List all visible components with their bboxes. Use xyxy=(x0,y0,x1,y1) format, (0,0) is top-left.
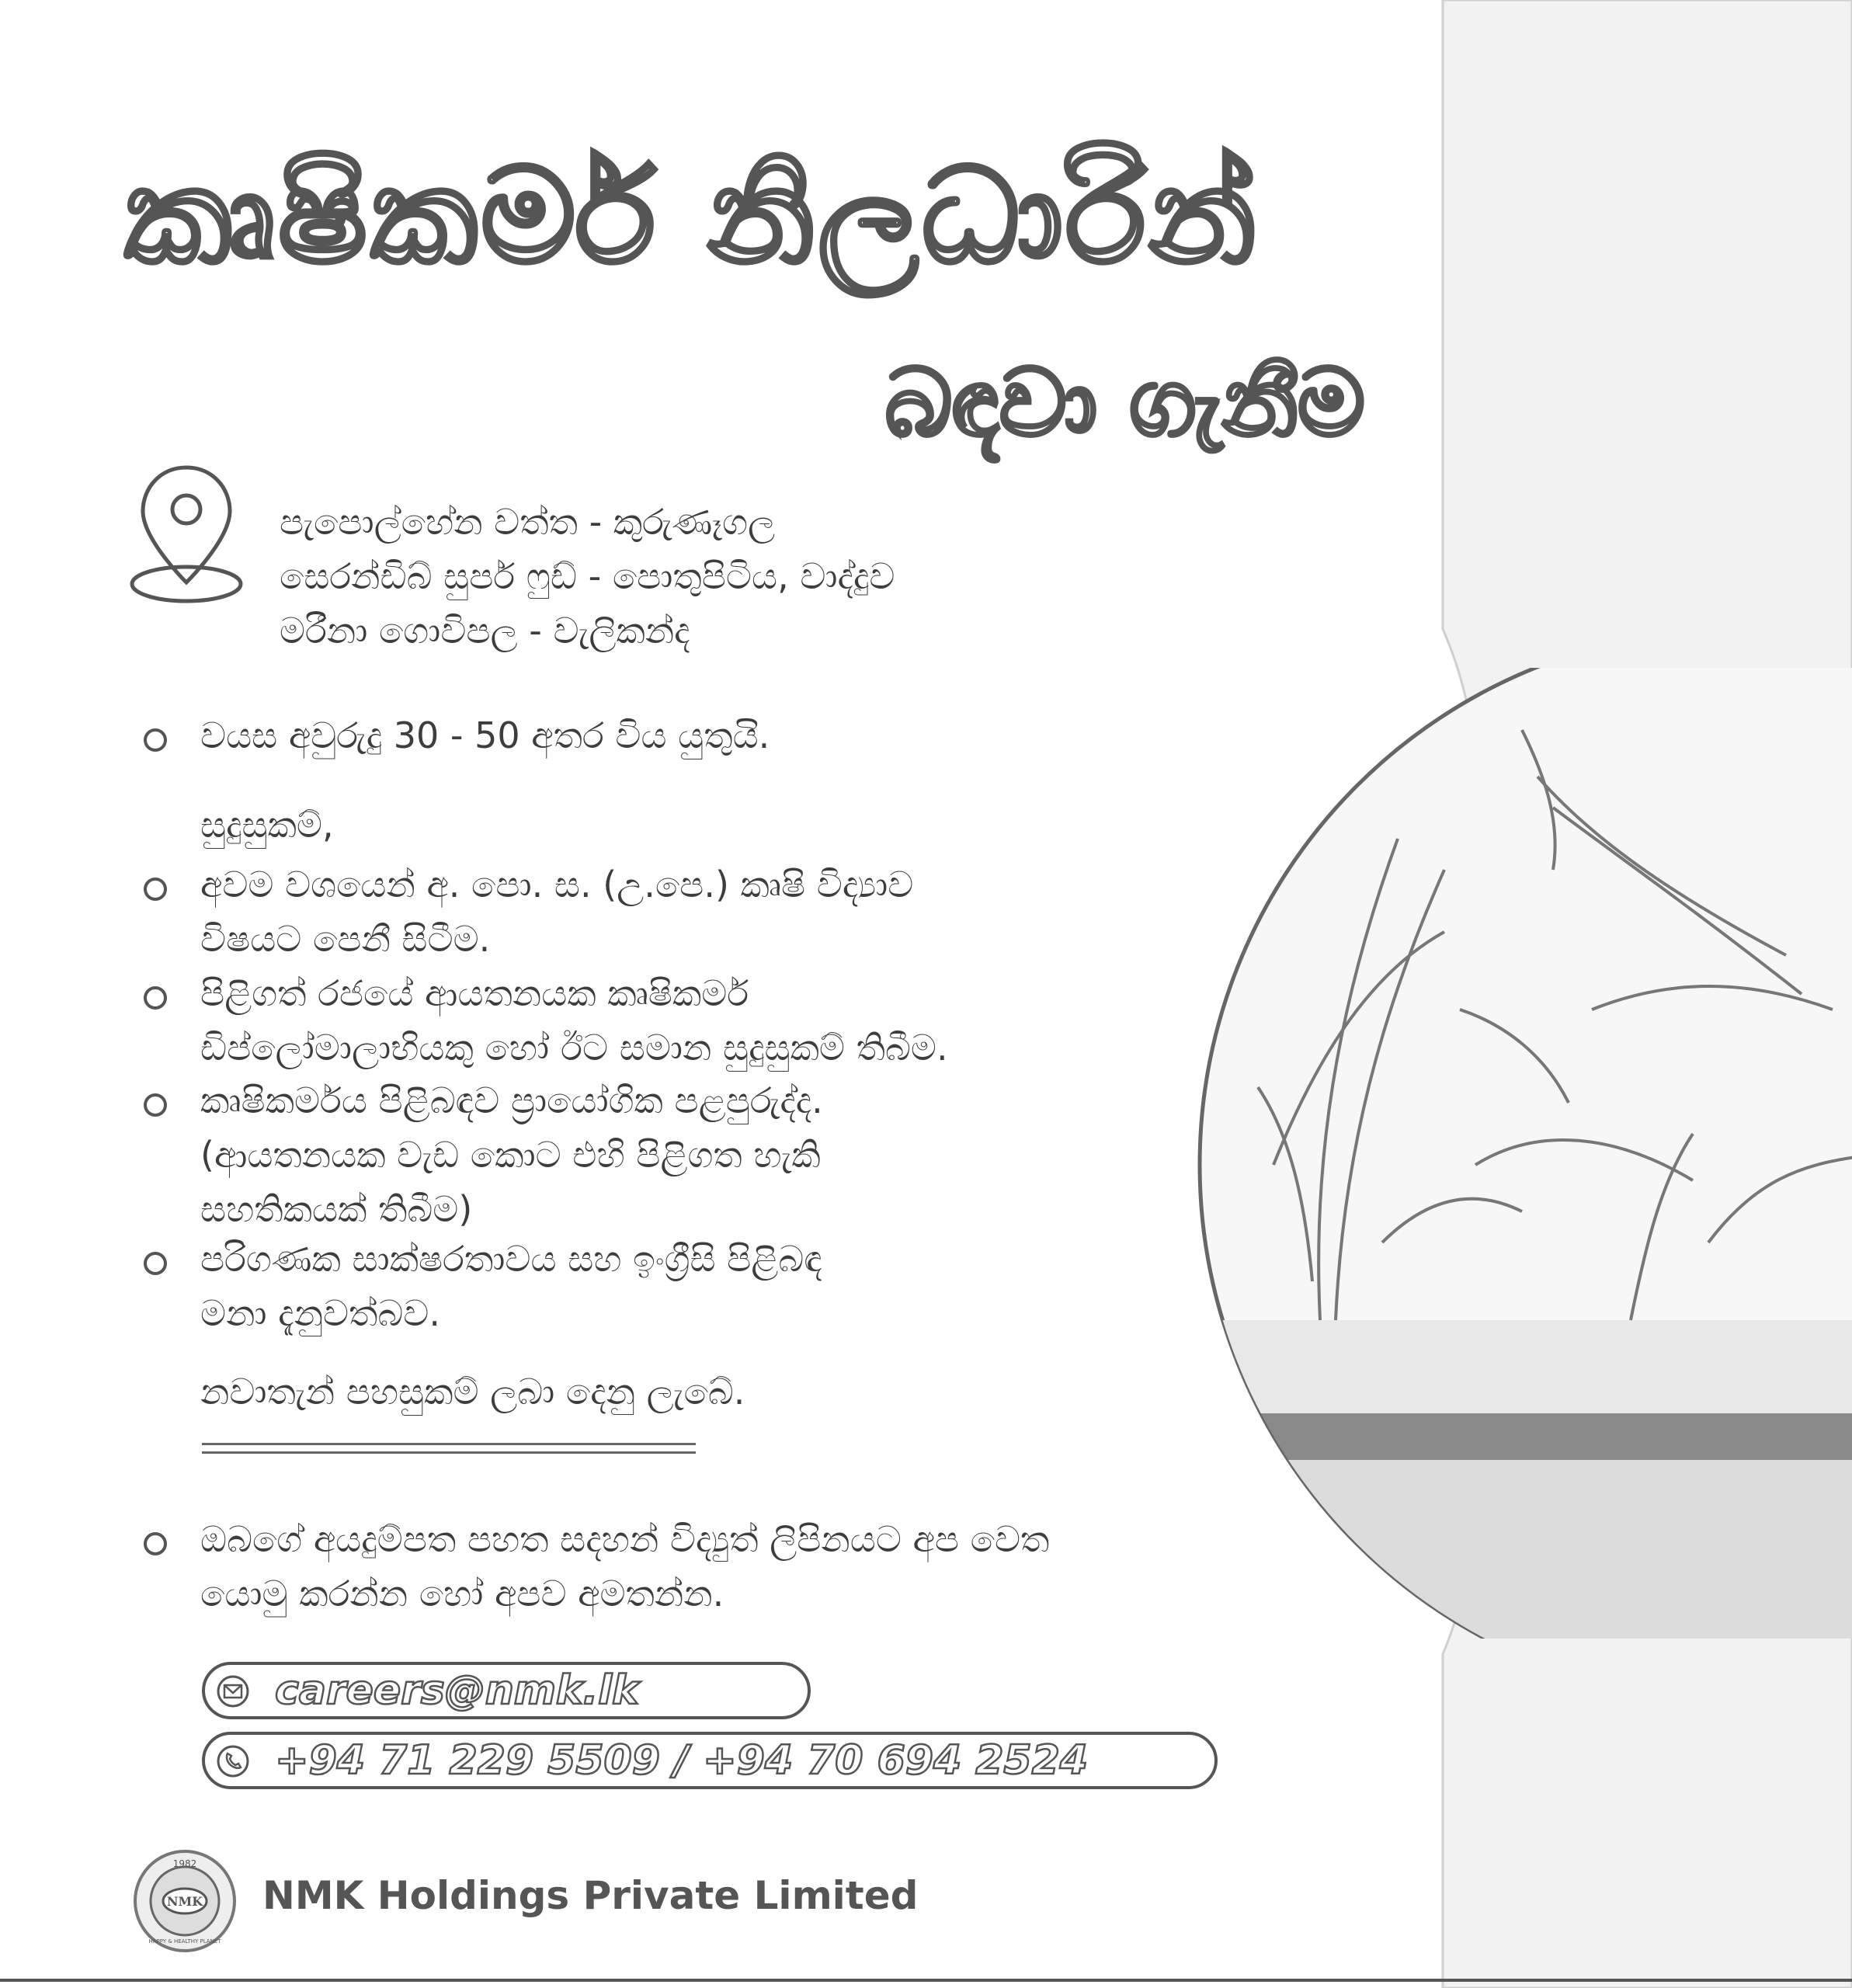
phone-numbers[interactable]: +94 71 229 5509 / +94 70 694 2524 xyxy=(275,1737,1088,1784)
bullet-circle-icon xyxy=(144,1532,167,1555)
location-pin-icon xyxy=(124,458,248,606)
qualification-line: ඩිප්ලෝමාලාභියකු හෝ ඊට සමාන සුදුසුකම් තිබීම. xyxy=(200,1027,948,1069)
phone-contact[interactable] xyxy=(202,1732,1218,1789)
qualification-line: පිළිගත් රජයේ ආයතනයක කෘෂිකර්ම xyxy=(200,972,749,1014)
qualification-line: (ආයතනයක වැඩ කොට එහි පිළිගත හැකි xyxy=(200,1134,821,1176)
qualification-line: අවම වශයෙන් අ. පො. ස. (උ.පෙ.) කෘෂි විද්‍යාව xyxy=(200,864,914,905)
qualifications-heading: සුදුසුකම්, xyxy=(200,804,334,846)
facilities-note: නවාතැන් පහසුකම් ලබා දෙනු ලැබේ. xyxy=(200,1371,745,1413)
subtitle: බඳවා ගැනීම xyxy=(885,349,1365,457)
apply-instructions-line: යොමු කරන්න හෝ අපව අමතන්න. xyxy=(200,1573,724,1614)
bullet-circle-icon xyxy=(144,986,167,1010)
logo-initials: NMK xyxy=(166,1894,203,1909)
location-line: පැපොල්හේන වත්ත - කුරුණෑගල xyxy=(280,501,776,543)
qualification-line: කෘෂිකර්මය පිළිබඳව ප්‍රායෝගික පළපුරුද්ද. xyxy=(200,1079,823,1121)
email-contact[interactable] xyxy=(202,1662,811,1719)
bullet-circle-icon xyxy=(144,728,167,752)
location-line: මරීනා ගොවිපල - වැලිකන්ද xyxy=(280,610,690,652)
qualification-line: විෂයට පෙනී සිටීම. xyxy=(200,918,491,960)
crop-field-image xyxy=(1196,668,1852,1639)
logo-year: 1982 xyxy=(172,1858,197,1869)
qualification-line: මනා දැනුවත්බව. xyxy=(200,1292,440,1334)
section-divider xyxy=(202,1443,696,1454)
qualification-line: පරිගණක සාක්ෂරතාවය සහ ඉංග්‍රීසි පිළිබඳ xyxy=(200,1238,822,1280)
qualification-line: සහතිකයක් තිබීම) xyxy=(200,1188,473,1230)
company-name: NMK Holdings Private Limited xyxy=(262,1873,919,1918)
age-requirement: වයස අවුරුදු 30 - 50 අතර විය යුතුයි. xyxy=(200,714,770,756)
envelope-icon xyxy=(216,1674,250,1708)
phone-icon xyxy=(216,1744,250,1778)
location-line: සෙරන්ඩිබ් සුපර් ෆුඩ් - පොතුපිටිය, වාද්දුව xyxy=(280,555,895,597)
email-address[interactable]: careers@nmk.lk xyxy=(275,1667,639,1714)
bullet-circle-icon xyxy=(144,1252,167,1275)
bullet-circle-icon xyxy=(144,1093,167,1117)
bullet-circle-icon xyxy=(144,878,167,901)
company-logo xyxy=(132,1848,238,1954)
logo-motto: HAPPY & HEALTHY PLANET xyxy=(148,1938,221,1945)
title: කෘෂිකර්ම නිලධාරින් xyxy=(124,140,1260,294)
bottom-border xyxy=(0,1979,1852,1982)
apply-instructions-line: ඔබගේ අයදුම්පත පහත සදහන් විද්‍යුත් ලිපිනයට අප වෙත xyxy=(200,1518,1050,1560)
